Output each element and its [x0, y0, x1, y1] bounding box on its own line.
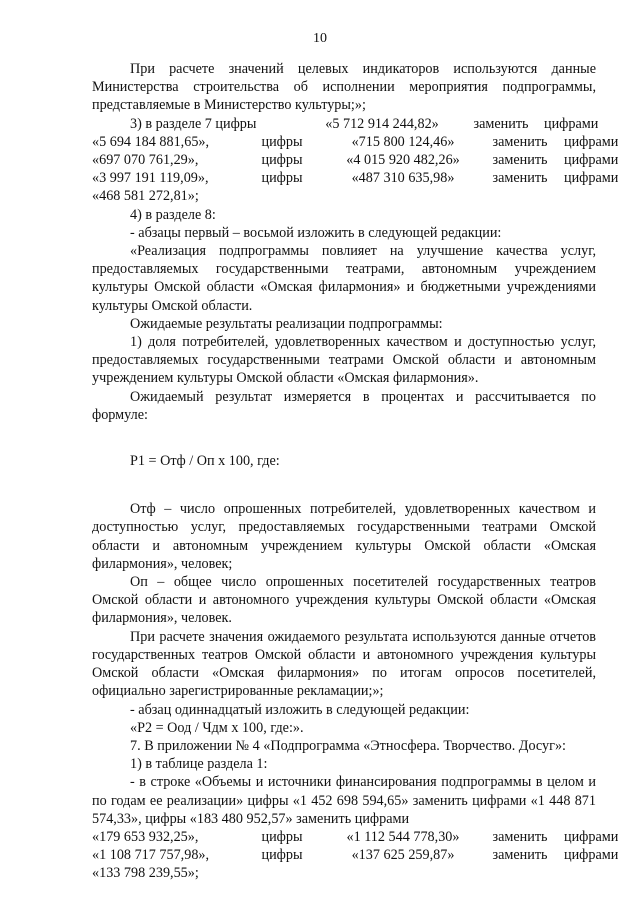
row-cell: заменить — [492, 170, 548, 187]
row-cell: «179 653 932,25», — [92, 828, 199, 845]
paragraph-abzac11: - абзац одиннадцатый изложить в следующей редакции: — [130, 701, 470, 718]
paragraph-calculation: При расчете значения ожидаемого результата используются данные отчетов государственных театров Омской области и автономного учреждения культуры Омской области «Омская филармония» по итогам опросов посетителей, официально зарегистрированные рекламации;»; — [92, 628, 596, 700]
row-cell: заменить — [473, 115, 529, 132]
paragraph-financing-row: - в строке «Объемы и источники финансирования подпрограммы в целом и по годам ее реализации» цифры «1 452 698 594,65» заменить цифрами «1 448 871 574,33», цифры «183 480 952,57» заменить цифрами — [92, 774, 596, 827]
paragraph-appendix4: 7. В приложении № 4 «Подпрограмма «Этносфера. Творчество. Досуг»: — [130, 737, 566, 754]
paragraph-indicators: При расчете значений целевых индикаторов используются данные Министерства строительства об исполнении мероприятия подпрограммы, представляемые в Министерство культуры;»; — [92, 61, 596, 114]
row-cell: цифрами — [564, 133, 619, 150]
paragraph-table-section1: 1) в таблице раздела 1: — [130, 756, 268, 773]
row-cell: «1 108 717 757,98», — [92, 847, 210, 864]
replacement-tail: «133 798 239,55»; — [92, 865, 199, 882]
row-cell: «4 015 920 482,26» — [346, 152, 460, 169]
row-cell: заменить — [492, 828, 548, 845]
row-cell: заменить — [492, 152, 548, 169]
paragraph-realization: «Реализация подпрограммы повлияет на улучшение качества услуг, предоставляемых государственными театрами, автономным учреждением культуры Омской области «Омская филармония» и бюджетными учреждениями культуры Омской области. — [92, 243, 596, 314]
row-cell: цифры — [261, 828, 303, 845]
paragraph-op: Оп – общее число опрошенных посетителей государственных театров Омской области и автономного учреждения культуры Омской области «Омская филармония», человек. — [92, 574, 596, 627]
replacement-tail: «468 581 272,81»; — [92, 188, 199, 205]
row-cell: «715 800 124,46» — [351, 133, 455, 150]
replacement-row — [92, 828, 619, 846]
paragraph-section8: 4) в разделе 8: — [130, 206, 216, 223]
paragraph-otf: Отф – число опрошенных потребителей, удовлетворенных качеством и доступностью услуг, предоставляемых государственными театрами Омской области и автономным учреждением культуры Омской области «Омская филармония», человек; — [92, 501, 596, 572]
row-cell: «697 070 761,29», — [92, 152, 199, 169]
row-cell: заменить — [492, 847, 548, 864]
row-cell: «3 997 191 119,09», — [92, 170, 209, 187]
row-cell: цифрами — [544, 115, 599, 132]
formula-p1: Р1 = Отф / Оп х 100, где: — [130, 453, 280, 470]
page-number: 10 — [313, 31, 327, 46]
row-cell: цифры — [261, 847, 303, 864]
row-cell: цифрами — [564, 152, 619, 169]
paragraph-measured: Ожидаемый результат измеряется в процентах и рассчитывается по формуле: — [92, 388, 596, 423]
replacement-row — [92, 115, 599, 133]
row-cell: «5 694 184 881,65», — [92, 133, 210, 150]
paragraph-expected-results: Ожидаемые результаты реализации подпрограммы: — [130, 315, 443, 332]
row-cell: «137 625 259,87» — [351, 847, 455, 864]
row-cell: «1 112 544 778,30» — [346, 828, 460, 845]
row-cell: 3) в разделе 7 цифры — [130, 115, 257, 132]
row-cell: цифры — [261, 152, 303, 169]
replacement-row — [92, 151, 619, 169]
row-cell: цифры — [261, 170, 303, 187]
row-cell: цифрами — [564, 828, 619, 845]
row-cell: цифры — [261, 133, 303, 150]
replacement-row — [92, 846, 619, 864]
formula-p2: «Р2 = Оод / Чдм х 100, где:». — [130, 719, 304, 736]
replacement-row — [92, 133, 619, 151]
row-cell: цифрами — [564, 847, 619, 864]
row-cell: «487 310 635,98» — [351, 170, 455, 187]
paragraph-abzacy: - абзацы первый – восьмой изложить в следующей редакции: — [130, 224, 502, 241]
row-cell: цифрами — [564, 170, 619, 187]
document-body — [92, 60, 619, 883]
replacement-row — [92, 169, 619, 187]
row-cell: заменить — [492, 133, 548, 150]
row-cell: «5 712 914 244,82» — [325, 115, 439, 132]
paragraph-share: 1) доля потребителей, удовлетворенных качеством и доступностью услуг, предоставляемых государственными театрами Омской области и автономным учреждением культуры Омской области «Омская филармония». — [92, 334, 596, 387]
